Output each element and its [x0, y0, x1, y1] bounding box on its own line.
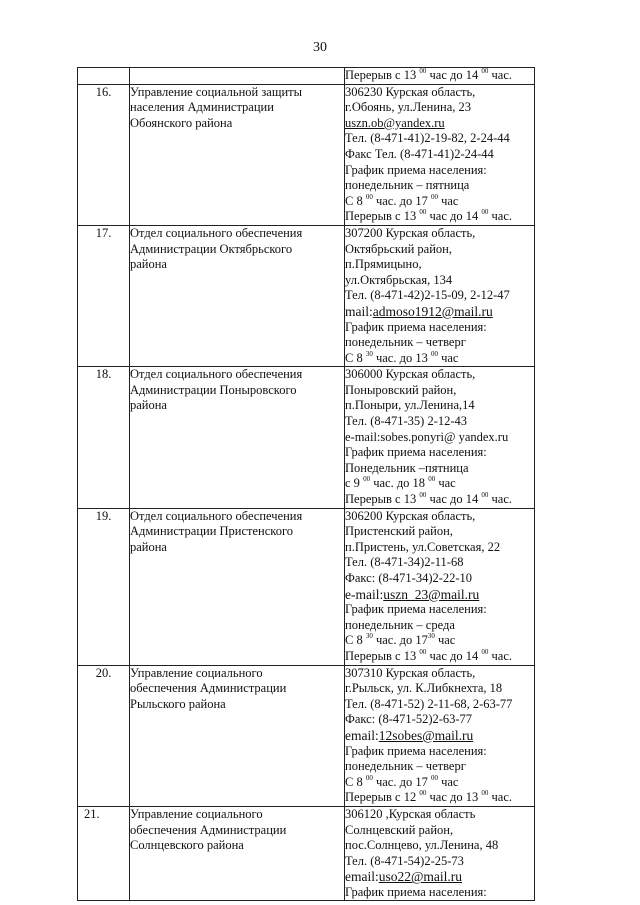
address-line: пос.Солнцево, ул.Ленина, 48	[345, 838, 499, 853]
row-number: 16.	[78, 84, 130, 225]
table-row	[78, 508, 535, 665]
email-link[interactable]: uszn_23@mail.ru	[383, 586, 480, 602]
schedule-hours: С 8 $^{00}$ час. до 17 $^{00}$ час	[345, 192, 459, 208]
address-line: Поныровский район,	[345, 382, 457, 397]
address-line: п.Пристень, ул.Советская, 22	[345, 539, 501, 554]
row-number: 18.	[78, 367, 130, 508]
contact-info	[345, 665, 535, 806]
schedule-days: понедельник – пятница	[345, 178, 470, 193]
break-hours: Перерыв с 13 $^{00}$ час до 14 $^{00}$ час.	[345, 647, 512, 663]
contact-info	[345, 806, 535, 901]
address-line: 306000 Курская область,	[345, 367, 476, 382]
schedule-hours: с 9 $^{00}$ час. до 18 $^{00}$ час	[345, 475, 456, 491]
phone: Тел. (8-471-35) 2-12-43	[345, 414, 468, 429]
break-hours: Перерыв с 12 $^{00}$ час до 13 $^{00}$ час.	[345, 789, 512, 805]
address-line: г.Рыльск, ул. К.Либкнехта, 18	[345, 681, 503, 696]
schedule-days: понедельник – среда	[345, 617, 455, 632]
schedule-hours: С 8 $^{00}$ час. до 17 $^{00}$ час	[345, 773, 459, 789]
fax: Факс Тел. (8-471-41)2-24-44	[345, 146, 494, 161]
contact-info	[345, 225, 535, 366]
table-row	[78, 225, 535, 366]
email-link[interactable]: 12sobes@mail.ru	[378, 727, 474, 743]
page-number: 30	[313, 40, 327, 55]
email-link[interactable]: uszn.ob@yandex.ru	[345, 115, 445, 130]
address-line: 307200 Курская область,	[345, 225, 476, 240]
fax: Факс: (8-471-34)2-22-10	[345, 571, 473, 585]
fax: Факс: (8-471-52)2-63-77	[345, 712, 473, 727]
email-link[interactable]: uso22@mail.ru	[378, 869, 463, 885]
address-line: Октябрьский район,	[345, 241, 452, 256]
organization-name: Управление социальной защиты населения Администрации Обоянского района	[130, 84, 345, 225]
contact-info	[345, 84, 535, 225]
schedule-days: понедельник – четверг	[345, 335, 466, 350]
email-link[interactable]: admoso1912@mail.ru	[372, 303, 493, 319]
row-number: 20.	[78, 665, 130, 806]
address-line: 307310 Курская область,	[345, 665, 476, 680]
row-number: 19.	[78, 508, 130, 665]
break-hours: Перерыв с 13 $^{00}$ час до 14 $^{00}$ час.	[345, 491, 512, 507]
table-row	[78, 367, 535, 508]
schedule-days: Понедельник –пятница	[345, 460, 469, 475]
email-line: e-mail:uszn_23@mail.ru	[345, 586, 480, 602]
contact-info	[345, 508, 535, 665]
email-line: email:12sobes@mail.ru	[345, 727, 474, 743]
schedule-title: График приема населения:	[345, 602, 487, 617]
schedule-title: График приема населения:	[345, 884, 487, 899]
organization-name: Отдел социального обеспечения Администрации Поныровского района	[130, 367, 345, 508]
organization-name: Управление социального обеспечения Администрации Рыльского района	[130, 665, 345, 806]
table-row	[78, 665, 535, 806]
phone: Тел. (8-471-54)2-25-73	[345, 853, 464, 868]
organization-name: Управление социального обеспечения Администрации Солнцевского района	[130, 806, 345, 901]
email-line: mail:admoso1912@mail.ru	[345, 303, 493, 319]
address-line: ул.Октябрьская, 134	[345, 272, 453, 287]
schedule-days: понедельник – четверг	[345, 759, 466, 774]
address-line: 306230 Курская область,	[345, 84, 476, 99]
contact-info	[345, 367, 535, 508]
table-row-continuation	[78, 68, 535, 85]
row-number: 17.	[78, 225, 130, 366]
table-row	[78, 806, 535, 901]
address-line: п.Поныри, ул.Ленина,14	[345, 398, 475, 413]
organization-name: Отдел социального обеспечения Администрации Октябрьского района	[130, 225, 345, 366]
phone: Тел. (8-471-34)2-11-68	[345, 555, 464, 570]
schedule-title: График приема населения:	[345, 162, 487, 177]
break-hours: Перерыв с 13 $^{00}$ час до 14 $^{00}$ час.	[345, 208, 512, 224]
schedule-hours: С 8 $^{30}$ час. до $17^{30}$ час	[345, 632, 456, 648]
schedule-title: График приема населения:	[345, 743, 487, 758]
schedule-hours: С 8 $^{30}$ час. до 13 $^{00}$ час	[345, 349, 459, 365]
schedule-title: График приема населения:	[345, 445, 487, 460]
address-line: Пристенский район,	[345, 524, 453, 539]
row-number: 21.	[78, 806, 130, 901]
address-line: п.Прямицыно,	[345, 257, 422, 272]
address-line: 306120 ,Курская область	[345, 806, 476, 821]
address-line: 306200 Курская область,	[345, 508, 476, 523]
phone: Тел. (8-471-42)2-15-09, 2-12-47	[345, 288, 510, 303]
social-services-table	[77, 67, 535, 901]
address-line: г.Обоянь, ул.Ленина, 23	[345, 100, 472, 115]
schedule-title: График приема населения:	[345, 319, 487, 334]
break-hours: Перерыв с 13 $^{00}$ час до 14 $^{00}$ час.	[345, 67, 512, 82]
phone: Тел. (8-471-52) 2-11-68, 2-63-77	[345, 696, 513, 711]
phone: Тел. (8-471-41)2-19-82, 2-24-44	[345, 131, 510, 146]
address-line: Солнцевский район,	[345, 822, 454, 837]
email-line: email:uso22@mail.ru	[345, 869, 463, 885]
email-line[interactable]: e-mail:sobes.ponyri@ yandex.ru	[345, 429, 509, 444]
table-row	[78, 84, 535, 225]
organization-name: Отдел социального обеспечения Администрации Пристенского района	[130, 508, 345, 665]
